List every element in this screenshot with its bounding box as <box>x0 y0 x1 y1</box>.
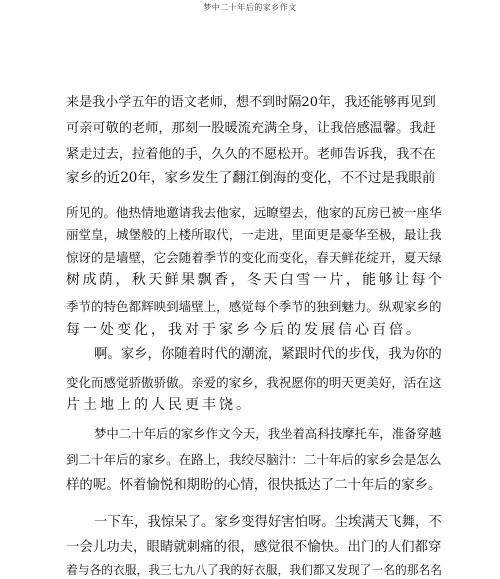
text-line: 一下车，我惊呆了。家乡变得好害怕呀。尘埃满天飞舞，不 <box>94 515 442 530</box>
text-line: 啊。家乡，你随着时代的潮流，紧跟时代的步伐，我为你的 <box>94 347 442 362</box>
text-line: 可亲可敬的老师，那刻一股暖流充满全身，让我倍感温馨。我赶 <box>66 121 436 136</box>
text-line: 来是我小学五年的语文老师，想不到时隔20年，我还能够再见到 <box>66 95 436 110</box>
text-line: 一会儿功夫，眼睛就刺痛的很，感觉很不愉快。出门的人们都穿 <box>66 540 442 555</box>
text-line: 着与各的衣服，我三七九八了我的好衣服，我们都又发现了一名的那名名 <box>66 563 442 577</box>
text-line: 样的呢。怀着愉悦和期盼的心情，很快抵达了二十年后的家乡。 <box>66 478 442 493</box>
text-line: 家乡的近20年，家乡发生了翻江倒海的变化，不不过是我眼前 <box>66 170 436 186</box>
page-header-title: 梦中二十年后的家乡作文 <box>203 3 297 12</box>
text-line: 变化而感觉骄傲骄傲。亲爱的家乡，我祝愿你的明天更美好，活在这 <box>66 375 442 390</box>
text-line: 每一处变化，我对于家乡今后的发展信心百倍。 <box>66 322 423 338</box>
text-line: 季节的特色都辉映到墙壁上，感觉每个季节的独到魅力。纵观家乡的 <box>66 299 442 314</box>
text-line: 到二十年后的家乡。在路上，我绞尽脑汁：二十年后的家乡会是怎么 <box>66 452 442 467</box>
text-line: 惊讶的是墙壁，它会随着季节的变化而变化，春天鲜花绽开，夏天绿 <box>66 250 442 265</box>
text-line: 紧走过去，拉着他的手，久久的不愿松开。老师告诉我，我不在 <box>66 147 436 162</box>
text-line: 树成荫，秋天鲜果飘香，冬天白雪一片，能够让每个 <box>66 272 445 288</box>
text-line: 梦中二十年后的家乡作文今天，我坐着高科技摩托车，准备穿越 <box>94 426 442 441</box>
text-line: 片土地上的人民更丰饶。 <box>66 397 253 413</box>
text-line: 丽堂皇，城堡般的上楼所取代，一走进，里面更是豪华至极，最让我 <box>66 227 442 242</box>
text-line: 所见的。他热情地邀请我去他家，远瞭望去，他家的瓦房已被一座华 <box>66 205 442 220</box>
